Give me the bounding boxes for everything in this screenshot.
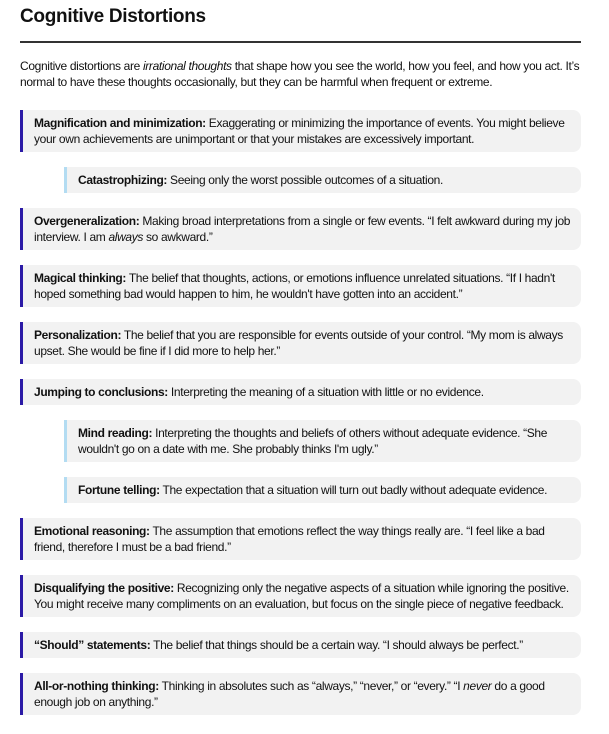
text-segment: The belief that things should be a certain way. “I should always be perfect.” bbox=[150, 638, 523, 652]
text-segment: do a good enough job on anything.” bbox=[34, 679, 545, 709]
text-segment: Making broad interpretations from a single or few events. “I felt awkward during my job interview. I am bbox=[34, 214, 571, 244]
sub-distortion-card bbox=[64, 167, 581, 193]
distortion-card bbox=[20, 518, 581, 560]
title-divider bbox=[20, 41, 581, 43]
distortion-card bbox=[20, 379, 581, 405]
distortion-term: Fortune telling: bbox=[78, 483, 160, 497]
emphasis-text: never bbox=[463, 679, 492, 693]
distortion-card bbox=[20, 265, 581, 307]
text-segment: Interpreting the meaning of a situation with little or no evidence. bbox=[167, 385, 484, 399]
text-segment: The belief that you are responsible for events outside of your control. “My mom is always upset. She would be fine if I did more to help her.” bbox=[34, 328, 563, 358]
distortion-term: Magical thinking: bbox=[34, 271, 127, 285]
text-segment: The expectation that a situation will turn out badly without adequate evidence. bbox=[159, 483, 548, 497]
emphasis-text: irrational thoughts bbox=[142, 59, 232, 73]
distortion-term: All-or-nothing thinking: bbox=[34, 679, 159, 693]
distortion-list bbox=[20, 110, 581, 715]
distortion-card bbox=[20, 632, 581, 658]
distortion-term: Personalization: bbox=[34, 328, 122, 342]
text-segment: Exaggerating or minimizing the importance of events. You might believe your own achievements are unimportant or that your mistakes are excessively important. bbox=[34, 116, 565, 146]
text-segment: that shape how you see the world, how you feel, and how you act. It’s normal to have these thoughts occasionally, but they can be harmful when frequent or extreme. bbox=[20, 59, 580, 89]
text-segment: Seeing only the worst possible outcomes of a situation. bbox=[167, 173, 443, 187]
text-segment: Interpreting the thoughts and beliefs of others without adequate evidence. “She wouldn't go on a date with me. She probably thinks I'm ugly.” bbox=[78, 426, 548, 456]
text-segment: Cognitive distortions are bbox=[20, 59, 143, 73]
distortion-card bbox=[20, 322, 581, 364]
distortion-card bbox=[20, 575, 581, 617]
text-segment: The belief that thoughts, actions, or emotions influence unrelated situations. “If I hadn't hoped something bad would happen to him, he wouldn't have gotten into an accident.” bbox=[34, 271, 555, 301]
distortion-term: “Should” statements: bbox=[34, 638, 151, 652]
distortion-term: Mind reading: bbox=[78, 426, 153, 440]
sub-distortion-card bbox=[64, 477, 581, 503]
distortion-term: Overgeneralization: bbox=[34, 214, 140, 228]
text-segment: so awkward.” bbox=[143, 230, 213, 244]
text-segment: Recognizing only the negative aspects of a situation while ignoring the positive. You might receive many compliments on an evaluation, but focus on the single piece of negative feedback. bbox=[34, 581, 569, 611]
distortion-term: Magnification and minimization: bbox=[34, 116, 206, 130]
intro-paragraph bbox=[20, 58, 590, 90]
emphasis-text: always bbox=[108, 230, 144, 244]
distortion-term: Catastrophizing: bbox=[78, 173, 168, 187]
distortion-card bbox=[20, 208, 581, 250]
text-segment: Thinking in absolutes such as “always,” “never,” or “every.” “I bbox=[158, 679, 464, 693]
page-title: Cognitive Distortions bbox=[20, 6, 206, 27]
sub-distortion-card bbox=[64, 420, 581, 462]
text-segment: The assumption that emotions reflect the way things really are. “I feel like a bad friend, therefore I must be a bad friend.” bbox=[34, 524, 545, 554]
distortion-card bbox=[20, 110, 581, 152]
distortion-term: Jumping to conclusions: bbox=[34, 385, 168, 399]
distortion-term: Emotional reasoning: bbox=[34, 524, 150, 538]
distortion-term: Disqualifying the positive: bbox=[34, 581, 174, 595]
distortion-card bbox=[20, 673, 581, 715]
